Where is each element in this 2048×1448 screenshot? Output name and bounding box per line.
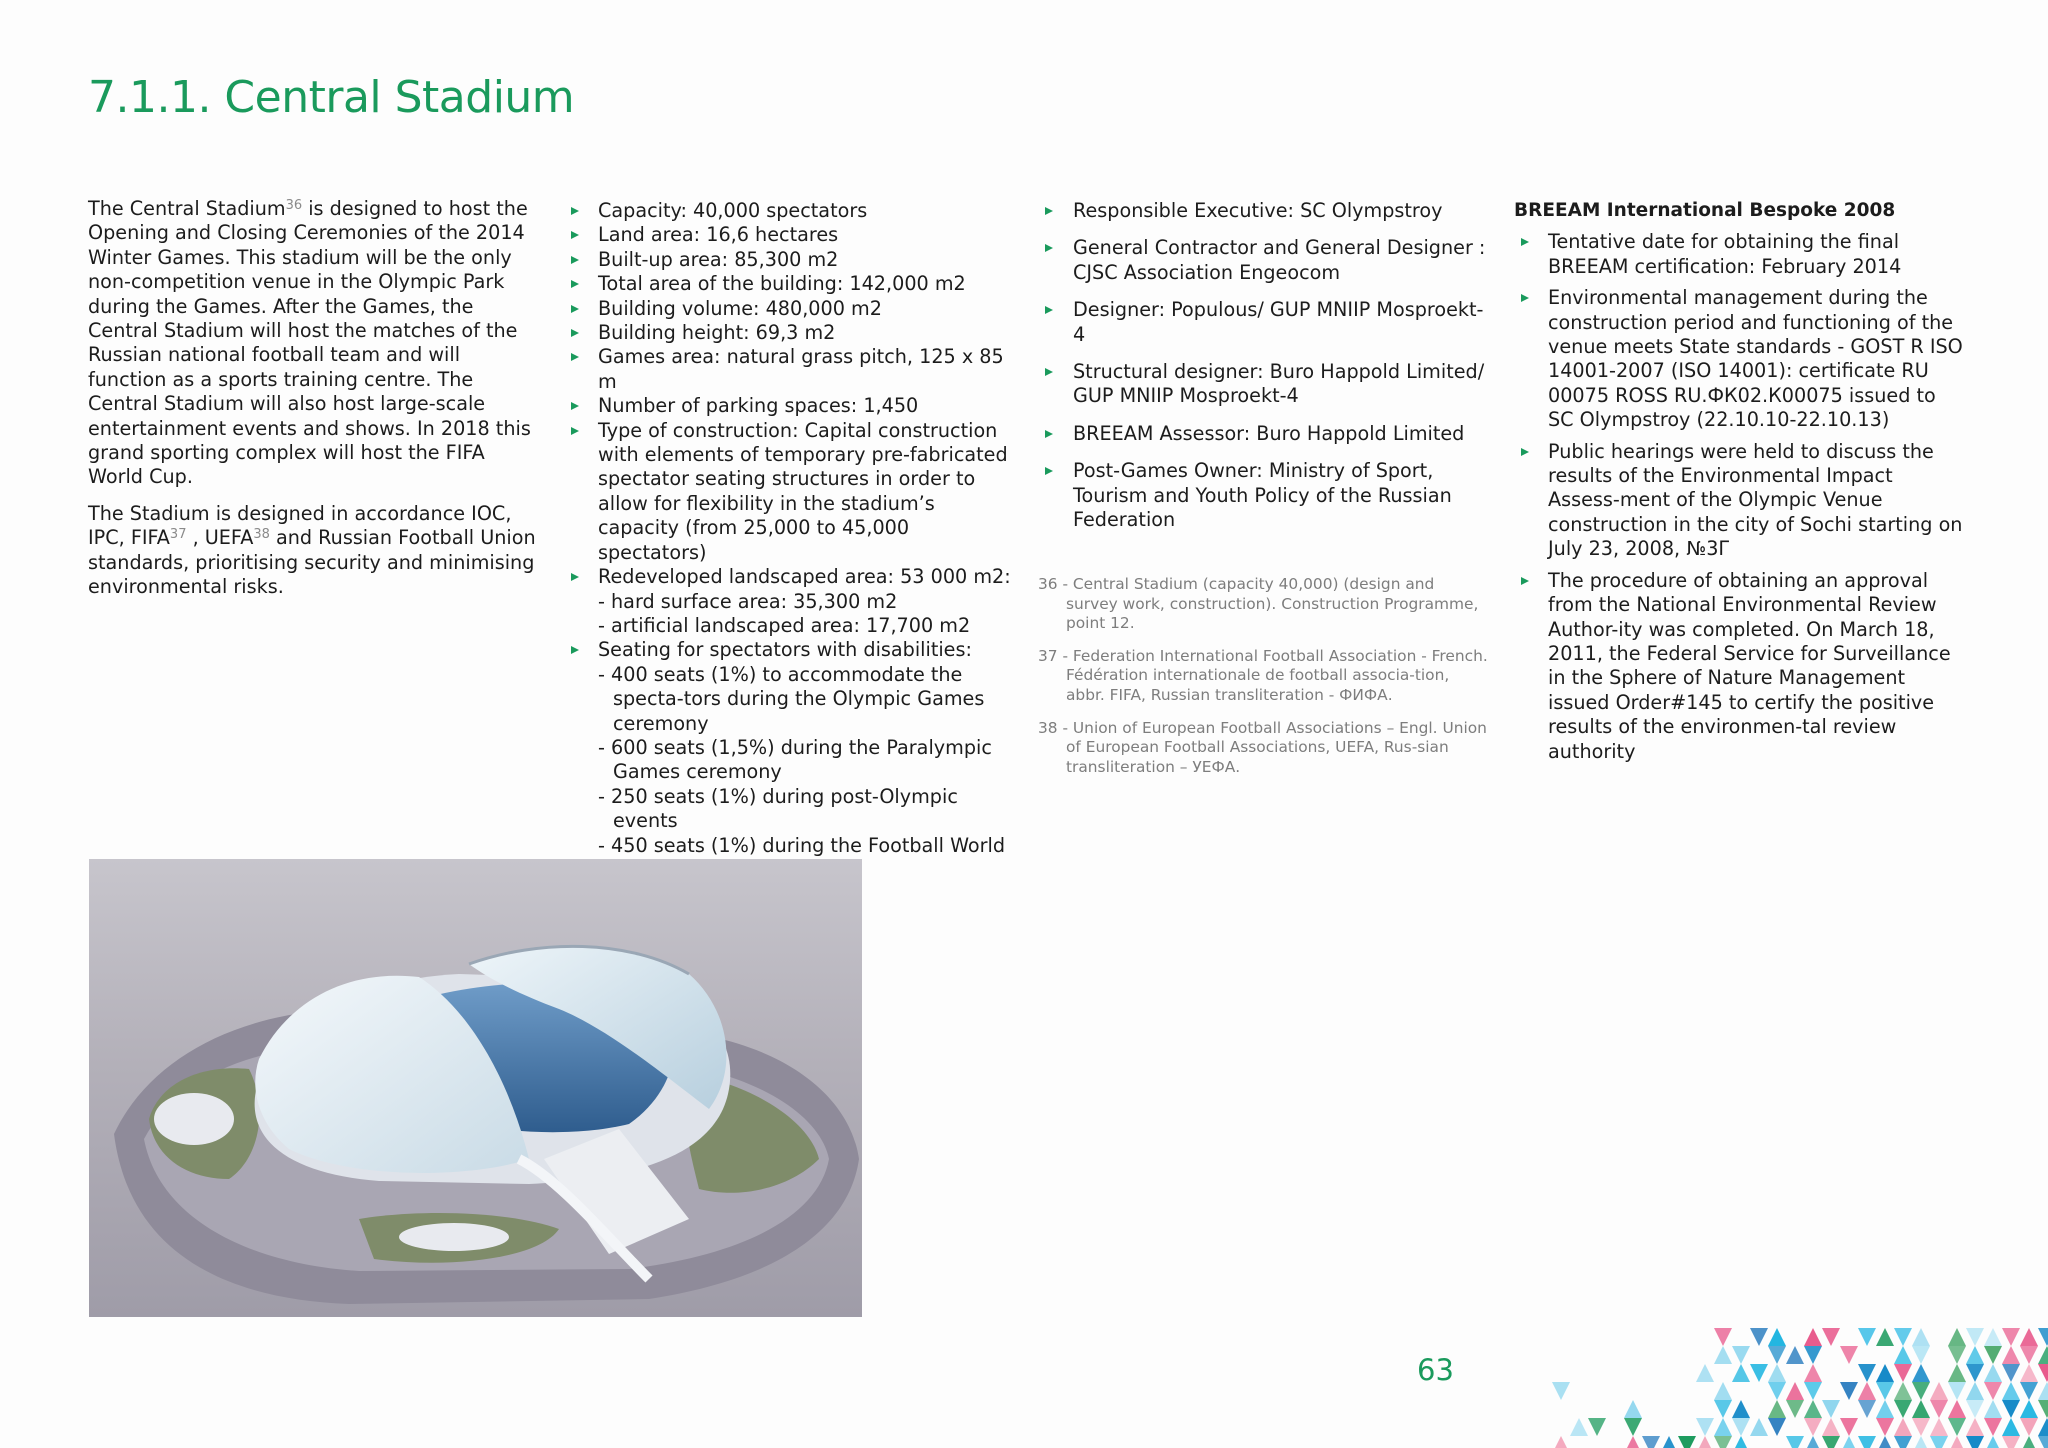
intro-paragraph xyxy=(88,197,538,490)
pattern-tile xyxy=(2020,1418,2038,1436)
pattern-tile xyxy=(2038,1364,2048,1382)
list-item: Building volume: 480,000 m2 xyxy=(569,297,1019,321)
pattern-tile xyxy=(1822,1328,1840,1346)
pattern-tile xyxy=(1876,1328,1894,1346)
pattern-tile xyxy=(2038,1418,2048,1436)
pattern-tile xyxy=(1714,1400,1732,1418)
pattern-tile xyxy=(1948,1328,1966,1346)
sub-item: - 400 seats (1%) to accommodate the specta-tors during the Olympic Games ceremony xyxy=(598,662,985,735)
pattern-tile xyxy=(1876,1418,1894,1436)
pattern-tile xyxy=(1786,1436,1804,1448)
list-item: Land area: 16,6 hectares xyxy=(569,223,1019,247)
footnote-ref-37: 37 xyxy=(169,527,187,543)
pattern-tile xyxy=(2020,1400,2038,1418)
pattern-tile xyxy=(1822,1436,1840,1448)
pattern-tile xyxy=(1786,1346,1804,1364)
pavilion xyxy=(154,1093,234,1145)
footnotes xyxy=(1038,575,1490,790)
list-item: Type of construction: Capital construction with elements of temporary pre-fabricated spectator seating structures in order to allow for flexibility in the stadium’s capacity (from 25,000 to 45,000 spectators) xyxy=(569,419,1019,565)
pattern-tile xyxy=(2020,1346,2038,1364)
pattern-tile xyxy=(1804,1364,1822,1382)
pattern-tile xyxy=(1768,1346,1786,1364)
stadium-image xyxy=(89,859,862,1317)
pattern-tile xyxy=(1876,1400,1894,1418)
pattern-tile xyxy=(1930,1382,1948,1400)
pattern-tile xyxy=(1984,1346,2002,1364)
pattern-tile xyxy=(1678,1436,1696,1448)
pattern-tile xyxy=(1984,1382,2002,1400)
list-item-label: Redeveloped landscaped area: 53 000 m2: xyxy=(598,565,1011,589)
sub-item: - 450 seats (1%) during the Football World xyxy=(598,833,1006,857)
pattern-tile xyxy=(2002,1418,2020,1436)
list-item: Structural designer: Buro Happold Limited/ GUP MNIIP Mosproekt-4 xyxy=(1045,360,1495,409)
pattern-tile xyxy=(1768,1400,1786,1418)
pattern-tile xyxy=(1948,1346,1966,1364)
pattern-tile xyxy=(1660,1436,1678,1448)
breeam-list xyxy=(1514,230,1964,764)
pattern-tile xyxy=(1840,1382,1858,1400)
sub-item: - 250 seats (1%) during post-Olympic events xyxy=(598,784,958,833)
pattern-tile xyxy=(1912,1346,1930,1364)
page-number: 63 xyxy=(1417,1353,1454,1387)
sub-item: - artificial landscaped area: 17,700 m2 xyxy=(598,613,971,637)
pattern-tile xyxy=(1588,1418,1606,1436)
list-item: Environmental management during the construction period and functioning of the venue meets State standards - GOST R ISO 14001-2007 (ISO 14001): certificate RU 00075 ROSS RU.ФК02.К00075 issued to SC Olympstroy (22.10.10-22.10.13) xyxy=(1514,286,1964,432)
pattern-tile xyxy=(1624,1400,1642,1418)
specs-list xyxy=(569,199,1019,882)
pattern-tile xyxy=(1714,1346,1732,1364)
pattern-tile xyxy=(2038,1346,2048,1364)
pattern-tile xyxy=(1966,1436,1984,1448)
pattern-tile xyxy=(2002,1346,2020,1364)
pattern-tile xyxy=(1750,1418,1768,1436)
roles-list xyxy=(1045,199,1495,532)
pattern-tile xyxy=(1894,1436,1912,1448)
pattern-tile xyxy=(2038,1382,2048,1400)
list-item: Public hearings were held to discuss the results of the Environmental Impact Assess-ment of the Olympic Venue construction in the city of Sochi starting on July 23, 2008, №3Г xyxy=(1514,440,1964,562)
pattern-tile xyxy=(1984,1436,2002,1448)
list-item: General Contractor and General Designer : CJSC Association Engeocom xyxy=(1045,236,1495,285)
pattern-tile xyxy=(1894,1364,1912,1382)
list-item-seating xyxy=(569,638,1019,882)
list-item-label: Seating for spectators with disabilities: xyxy=(598,638,972,662)
list-item: Tentative date for obtaining the final BREEAM certification: February 2014 xyxy=(1514,230,1964,279)
pattern-tile xyxy=(1984,1400,2002,1418)
pattern-tile xyxy=(2038,1400,2048,1418)
pattern-tile xyxy=(1858,1328,1876,1346)
pattern-tile xyxy=(1966,1328,1984,1346)
pattern-tile xyxy=(1930,1418,1948,1436)
pattern-tile xyxy=(1876,1364,1894,1382)
intro-text: The Central Stadium xyxy=(88,197,286,220)
pattern-tile xyxy=(1714,1382,1732,1400)
pattern-tile xyxy=(2002,1364,2020,1382)
pattern-tile xyxy=(2002,1436,2020,1448)
pattern-tile xyxy=(1912,1436,1930,1448)
pattern-tile xyxy=(1714,1418,1732,1436)
pattern-tile xyxy=(1642,1436,1660,1448)
pattern-tile xyxy=(1858,1400,1876,1418)
pattern-tile xyxy=(1840,1346,1858,1364)
pattern-tile xyxy=(2020,1328,2038,1346)
footnote-ref-38: 38 xyxy=(253,527,270,543)
pattern-tile xyxy=(1822,1418,1840,1436)
pattern-tile xyxy=(1984,1418,2002,1436)
pattern-tile xyxy=(1804,1382,1822,1400)
pattern-tile xyxy=(1552,1382,1570,1400)
pattern-tile xyxy=(1714,1328,1732,1346)
pattern-tile xyxy=(1732,1364,1750,1382)
pattern-tile xyxy=(1804,1436,1822,1448)
decorative-pattern xyxy=(1480,1328,2048,1448)
pattern-tile xyxy=(1714,1436,1732,1448)
pattern-tile xyxy=(1552,1436,1570,1448)
pattern-tile xyxy=(1804,1346,1822,1364)
breeam-heading: BREEAM International Bespoke 2008 xyxy=(1514,200,1896,221)
list-item: Building height: 69,3 m2 xyxy=(569,321,1019,345)
pattern-tile xyxy=(1948,1382,1966,1400)
list-item: The procedure of obtaining an approval from the National Environmental Review Author-ity was completed. On March 18, 2011, the Federal Service for Surveillance in the Sphere of Nature Management issued Order#145 to certify the positive results of the environmen-tal review authority xyxy=(1514,569,1964,764)
pattern-tile xyxy=(1912,1382,1930,1400)
pattern-tile xyxy=(1624,1418,1642,1436)
intro-paragraph xyxy=(88,502,538,600)
pattern-tile xyxy=(2038,1328,2048,1346)
list-item: Built-up area: 85,300 m2 xyxy=(569,248,1019,272)
patchwork-graphic xyxy=(1480,1328,2048,1448)
pattern-tile xyxy=(1894,1400,1912,1418)
pattern-tile xyxy=(1840,1436,1858,1448)
pattern-tile xyxy=(2020,1364,2038,1382)
list-item: Number of parking spaces: 1,450 xyxy=(569,394,1019,418)
list-item: Capacity: 40,000 spectators xyxy=(569,199,1019,223)
pattern-tile xyxy=(2002,1328,2020,1346)
pattern-tile xyxy=(1804,1328,1822,1346)
pattern-tile xyxy=(1696,1418,1714,1436)
list-item: Total area of the building: 142,000 m2 xyxy=(569,272,1019,296)
sub-item: - hard surface area: 35,300 m2 xyxy=(598,589,898,613)
pattern-tile xyxy=(1912,1400,1930,1418)
pattern-tile xyxy=(1804,1418,1822,1436)
pattern-tile xyxy=(1984,1364,2002,1382)
list-item: Post-Games Owner: Ministry of Sport, Tourism and Youth Policy of the Russian Federation xyxy=(1045,459,1495,532)
pattern-tile xyxy=(1984,1328,2002,1346)
footnote-ref-36: 36 xyxy=(285,198,303,213)
pattern-tile xyxy=(1768,1328,1786,1346)
pattern-tile xyxy=(1858,1436,1876,1448)
pattern-tile xyxy=(1948,1400,1966,1418)
pattern-tile xyxy=(1696,1364,1714,1382)
pattern-tile xyxy=(1930,1436,1948,1448)
pavilion xyxy=(399,1223,509,1251)
pattern-tile xyxy=(1822,1400,1840,1418)
list-item-landscape xyxy=(569,565,1019,638)
footnote-36: 36 - Central Stadium (capacity 40,000) (design and survey work, construction). Construction Programme, point 12. xyxy=(1038,575,1479,633)
pattern-tile xyxy=(1750,1364,1768,1382)
pattern-tile xyxy=(1966,1346,1984,1364)
footnote-38: 38 - Union of European Football Associations – Engl. Union of European Football Associations, UEFA, Rus-sian transliteration – УЕФА. xyxy=(1038,718,1487,776)
list-item: BREEAM Assessor: Buro Happold Limited xyxy=(1045,422,1495,446)
list-item: Responsible Executive: SC Olympstroy xyxy=(1045,199,1495,223)
pattern-tile xyxy=(1912,1418,1930,1436)
pattern-tile xyxy=(1894,1328,1912,1346)
intro-text: The Stadium is designed in accordance IOC, IPC, FIFA xyxy=(88,501,512,550)
pattern-tile xyxy=(1840,1418,1858,1436)
pattern-tile xyxy=(1732,1400,1750,1418)
pattern-tile xyxy=(1624,1436,1642,1448)
pattern-tile xyxy=(1876,1382,1894,1400)
pattern-tile xyxy=(2002,1400,2020,1418)
page-title: 7.1.1. Central Stadium xyxy=(88,72,575,123)
intro-text: and Russian Football Union standards, prioritising security and minimising environmental risks. xyxy=(88,526,536,599)
footnote-37: 37 - Federation International Football Association - French. Fédération internationale de football associa-tion, abbr. FIFA, Russian transliteration - ФИФА. xyxy=(1038,646,1488,704)
roles-column xyxy=(1045,199,1495,545)
pattern-tile xyxy=(1768,1382,1786,1400)
pattern-tile xyxy=(1696,1436,1714,1448)
pattern-tile xyxy=(1966,1400,1984,1418)
pattern-tile xyxy=(1948,1364,1966,1382)
pattern-tile xyxy=(2020,1436,2038,1448)
pattern-tile xyxy=(1804,1400,1822,1418)
pattern-tile xyxy=(1912,1328,1930,1346)
pattern-tile xyxy=(1894,1382,1912,1400)
pattern-tile xyxy=(2020,1382,2038,1400)
specs-column xyxy=(569,199,1019,882)
intro-column xyxy=(88,197,538,612)
pattern-tile xyxy=(1768,1364,1786,1382)
pattern-tile xyxy=(1768,1418,1786,1436)
pattern-tile xyxy=(1786,1400,1804,1418)
list-item: Games area: natural grass pitch, 125 x 85 m xyxy=(569,345,1019,394)
pattern-tile xyxy=(1966,1418,1984,1436)
pattern-tile xyxy=(1570,1418,1588,1436)
pattern-tile xyxy=(1876,1436,1894,1448)
pattern-tile xyxy=(1894,1418,1912,1436)
pattern-tile xyxy=(1858,1364,1876,1382)
pattern-tile xyxy=(1732,1436,1750,1448)
pattern-tile xyxy=(1948,1436,1966,1448)
stadium-illustration xyxy=(89,859,862,1317)
intro-text: is designed to host the Opening and Closing Ceremonies of the 2014 Winter Games. This stadium will be the only non-competition venue in the Olympic Park during the Games. After the Games, the Central Stadium will host the matches of the Russian national football team and will function as a sports training centre. The Central Stadium will also host large-scale entertainment events and shows. In 2018 this grand sporting complex will host the FIFA World Cup. xyxy=(88,197,531,489)
pattern-tile xyxy=(1966,1382,1984,1400)
pattern-tile xyxy=(1858,1382,1876,1400)
pattern-tile xyxy=(1948,1418,1966,1436)
pattern-tile xyxy=(1894,1346,1912,1364)
sub-item: - 600 seats (1,5%) during the Paralympic Games ceremony xyxy=(598,735,992,784)
pattern-tile xyxy=(1930,1400,1948,1418)
pattern-tile xyxy=(1750,1328,1768,1346)
pattern-tile xyxy=(1912,1364,1930,1382)
pattern-tile xyxy=(1786,1382,1804,1400)
pattern-tile xyxy=(2038,1436,2048,1448)
pattern-tile xyxy=(1966,1364,1984,1382)
pattern-tile xyxy=(1732,1346,1750,1364)
breeam-column xyxy=(1514,199,1964,771)
pattern-tile xyxy=(2002,1382,2020,1400)
pattern-tile xyxy=(1732,1418,1750,1436)
list-item: Designer: Populous/ GUP MNIIP Mosproekt-4 xyxy=(1045,298,1495,347)
intro-text: , UEFA xyxy=(186,526,254,550)
